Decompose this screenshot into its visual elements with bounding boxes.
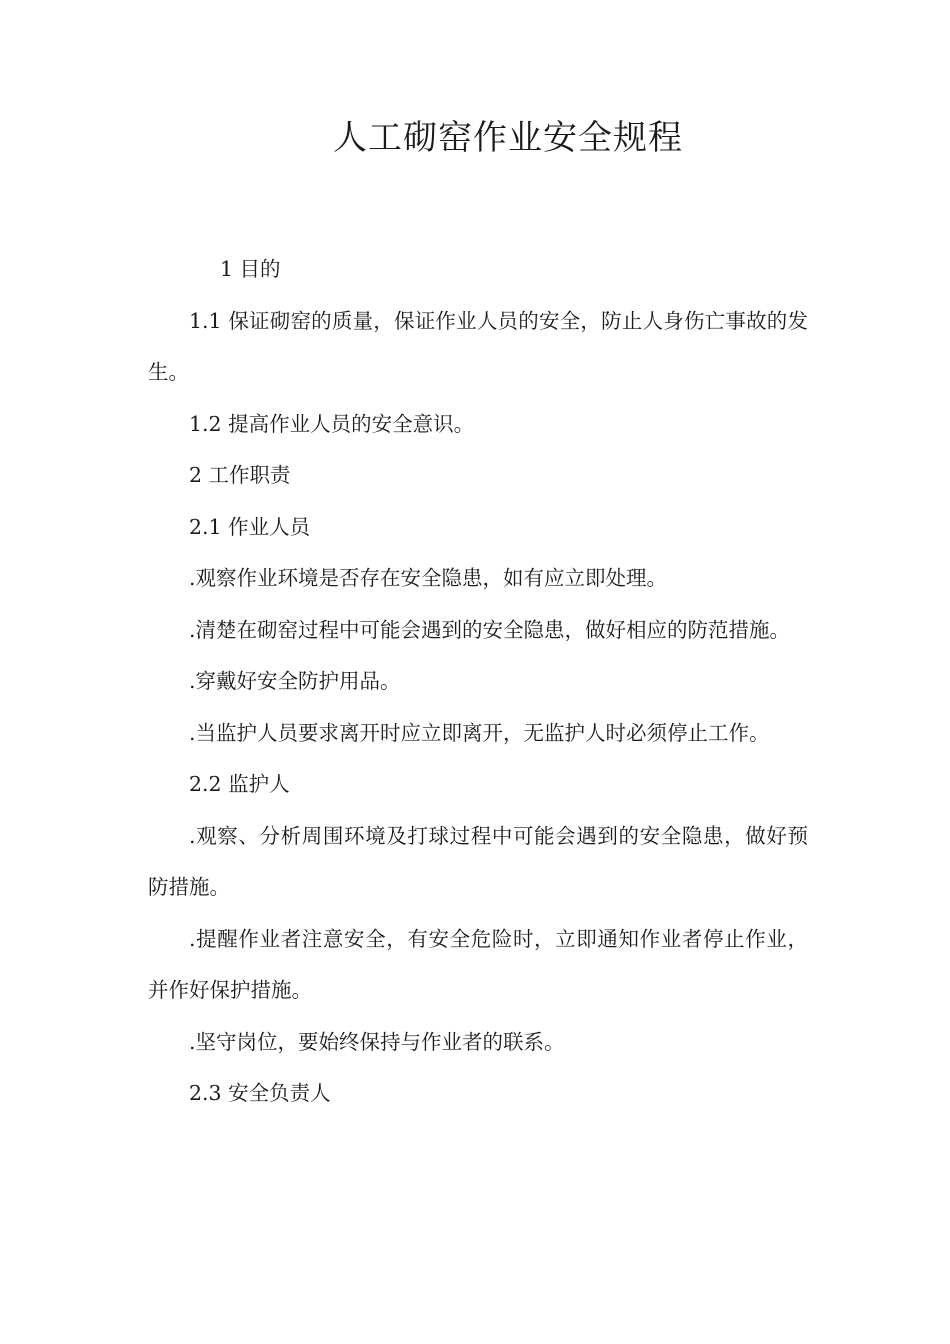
list-item-workers-2: .清楚在砌窑过程中可能会遇到的安全隐患，做好相应的防范措施。	[189, 617, 791, 642]
list-item-workers-4: .当监护人员要求离开时应立即离开，无监护人时必须停止工作。	[189, 720, 770, 745]
list-item-workers-1: .观察作业环境是否存在安全隐患，如有应立即处理。	[189, 566, 668, 590]
section-heading-duties: 2 工作职责	[189, 463, 291, 487]
subsection-heading-safety-officer: 2.3 安全负责人	[189, 1081, 331, 1105]
section-heading-purpose: 1 目的	[220, 257, 281, 281]
list-item-workers-3: .穿戴好安全防护用品。	[189, 669, 401, 693]
paragraph-1-1: 1.1 保证砌窑的质量，保证作业人员的安全，防止人身伤亡事故的发生。	[148, 308, 808, 384]
list-item-supervisor-2: .提醒作业者注意安全，有安全危险时，立即通知作业者停止作业，并作好保护措施。	[148, 926, 808, 1002]
document-title: 人工砌窑作业安全规程	[333, 118, 683, 158]
list-item-supervisor-3: .坚守岗位，要始终保持与作业者的联系。	[189, 1029, 565, 1054]
paragraph-1-2: 1.2 提高作业人员的安全意识。	[189, 411, 475, 436]
subsection-heading-supervisor: 2.2 监护人	[189, 772, 290, 796]
document-body	[148, 244, 808, 1120]
list-item-supervisor-1: .观察、分析周围环境及打球过程中可能会遇到的安全隐患，做好预防措施。	[148, 823, 808, 899]
subsection-heading-workers: 2.1 作业人员	[189, 514, 311, 539]
